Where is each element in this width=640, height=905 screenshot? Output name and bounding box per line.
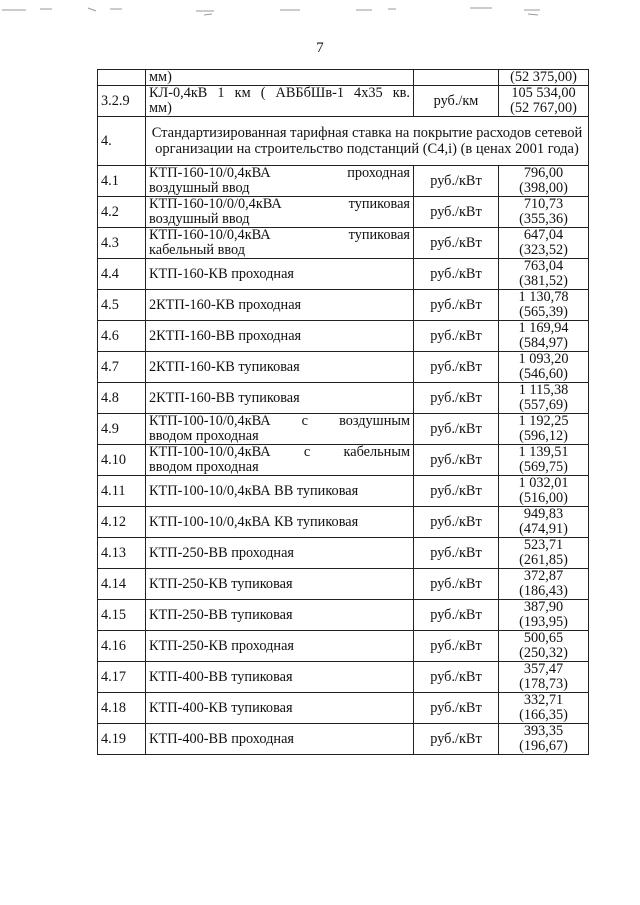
row-name-cell: КТП-400-ВВ проходная <box>146 724 414 755</box>
row-name-cell: 2КТП-160-ВВ тупиковая <box>146 383 414 414</box>
row-number-cell: 4.16 <box>98 631 146 662</box>
row-unit-cell: руб./кВт <box>414 414 499 445</box>
row-number-cell: 4.12 <box>98 507 146 538</box>
row-number-cell: 4.17 <box>98 662 146 693</box>
row-number-cell: 4.9 <box>98 414 146 445</box>
row-unit-cell <box>414 70 499 86</box>
row-number-cell: 4.14 <box>98 569 146 600</box>
row-price-cell: 949,83 (474,91) <box>499 507 589 538</box>
row-name-cell: КТП-160-10/0,4кВА проходная воздушный ввод <box>146 166 414 197</box>
table-row <box>98 724 589 755</box>
table-row-continued <box>98 70 589 86</box>
row-number-cell: 3.2.9 <box>98 86 146 117</box>
row-number-cell: 4.19 <box>98 724 146 755</box>
table-row <box>98 693 589 724</box>
row-name-cell: КТП-100-10/0,4кВА ВВ тупиковая <box>146 476 414 507</box>
row-number-cell: 4.8 <box>98 383 146 414</box>
row-number-cell: 4.3 <box>98 228 146 259</box>
row-name-cell: КТП-250-ВВ проходная <box>146 538 414 569</box>
table-row <box>98 259 589 290</box>
row-number-cell: 4.6 <box>98 321 146 352</box>
row-name-cell: 2КТП-160-КВ проходная <box>146 290 414 321</box>
row-unit-cell: руб./кВт <box>414 321 499 352</box>
row-number-cell: 4.1 <box>98 166 146 197</box>
row-price-cell: 710,73 (355,36) <box>499 197 589 228</box>
row-unit-cell: руб./кВт <box>414 693 499 724</box>
row-price-cell: 372,87 (186,43) <box>499 569 589 600</box>
row-unit-cell: руб./кВт <box>414 228 499 259</box>
row-name-cell: КТП-400-КВ тупиковая <box>146 693 414 724</box>
row-price-cell: 1 130,78 (565,39) <box>499 290 589 321</box>
table-row <box>98 197 589 228</box>
row-name-cell: КТП-400-ВВ тупиковая <box>146 662 414 693</box>
row-price-cell: 500,65 (250,32) <box>499 631 589 662</box>
page-number: 7 <box>316 40 324 56</box>
row-unit-cell: руб./кВт <box>414 569 499 600</box>
row-name-cell: КТП-250-КВ проходная <box>146 631 414 662</box>
row-number-cell <box>98 70 146 86</box>
scan-artifacts <box>0 4 640 20</box>
row-unit-cell: руб./кВт <box>414 166 499 197</box>
row-unit-cell: руб./кВт <box>414 352 499 383</box>
row-unit-cell: руб./кВт <box>414 662 499 693</box>
row-unit-cell: руб./кВт <box>414 600 499 631</box>
table-row <box>98 383 589 414</box>
row-unit-cell: руб./кВт <box>414 507 499 538</box>
row-price-cell: 1 115,38 (557,69) <box>499 383 589 414</box>
row-name-cell: КТП-250-КВ тупиковая <box>146 569 414 600</box>
table-row <box>98 228 589 259</box>
row-unit-cell: руб./кВт <box>414 197 499 228</box>
table-row <box>98 445 589 476</box>
row-price-cell: 105 534,00 (52 767,00) <box>499 86 589 117</box>
table-row <box>98 600 589 631</box>
row-price-cell: 332,71 (166,35) <box>499 693 589 724</box>
row-number-cell: 4.4 <box>98 259 146 290</box>
row-name-cell: КТП-160-10/0,4кВА тупиковая кабельный ввод <box>146 228 414 259</box>
table-row <box>98 662 589 693</box>
row-number-cell: 4.2 <box>98 197 146 228</box>
table-row <box>98 631 589 662</box>
row-price-cell: 647,04 (323,52) <box>499 228 589 259</box>
table-row <box>98 321 589 352</box>
row-name-cell: КТП-100-10/0,4кВА с кабельным вводом проходная <box>146 445 414 476</box>
row-unit-cell: руб./кВт <box>414 290 499 321</box>
row-unit-cell: руб./кВт <box>414 631 499 662</box>
row-unit-cell: руб./кВт <box>414 383 499 414</box>
table-section-header <box>98 117 589 166</box>
row-price-cell: (52 375,00) <box>499 70 589 86</box>
row-unit-cell: руб./кВт <box>414 259 499 290</box>
row-number-cell: 4.11 <box>98 476 146 507</box>
row-unit-cell: руб./кВт <box>414 538 499 569</box>
row-number-cell: 4.5 <box>98 290 146 321</box>
row-price-cell: 796,00 (398,00) <box>499 166 589 197</box>
row-unit-cell: руб./км <box>414 86 499 117</box>
row-number-cell: 4.15 <box>98 600 146 631</box>
table-row-3-2-9 <box>98 86 589 117</box>
row-name-cell: КТП-160-10/0/0,4кВА тупиковая воздушный ввод <box>146 197 414 228</box>
row-number-cell: 4.13 <box>98 538 146 569</box>
table-row <box>98 538 589 569</box>
section-number-cell: 4. <box>98 117 146 166</box>
row-name-cell: 2КТП-160-КВ тупиковая <box>146 352 414 383</box>
row-name-cell: 2КТП-160-ВВ проходная <box>146 321 414 352</box>
row-number-cell: 4.10 <box>98 445 146 476</box>
row-price-cell: 1 192,25 (596,12) <box>499 414 589 445</box>
table-row <box>98 290 589 321</box>
row-price-cell: 1 032,01 (516,00) <box>499 476 589 507</box>
row-unit-cell: руб./кВт <box>414 724 499 755</box>
row-name-cell: КТП-160-КВ проходная <box>146 259 414 290</box>
table-row <box>98 166 589 197</box>
row-price-cell: 763,04 (381,52) <box>499 259 589 290</box>
row-name-cell: КЛ-0,4кВ 1 км ( АВБбШв-1 4х35 кв. мм) <box>146 86 414 117</box>
table-row <box>98 476 589 507</box>
row-number-cell: 4.18 <box>98 693 146 724</box>
table-row <box>98 352 589 383</box>
row-price-cell: 387,90 (193,95) <box>499 600 589 631</box>
row-name-cell: КТП-250-ВВ тупиковая <box>146 600 414 631</box>
row-price-cell: 1 093,20 (546,60) <box>499 352 589 383</box>
row-name-cell: КТП-100-10/0,4кВА с воздушным вводом проходная <box>146 414 414 445</box>
table-row <box>98 414 589 445</box>
row-unit-cell: руб./кВт <box>414 445 499 476</box>
row-unit-cell: руб./кВт <box>414 476 499 507</box>
row-price-cell: 523,71 (261,85) <box>499 538 589 569</box>
row-price-cell: 1 139,51 (569,75) <box>499 445 589 476</box>
table-row <box>98 507 589 538</box>
row-price-cell: 357,47 (178,73) <box>499 662 589 693</box>
row-name-cell: мм) <box>146 70 414 86</box>
row-price-cell: 1 169,94 (584,97) <box>499 321 589 352</box>
row-number-cell: 4.7 <box>98 352 146 383</box>
tariff-table <box>97 69 589 755</box>
row-name-cell: КТП-100-10/0,4кВА КВ тупиковая <box>146 507 414 538</box>
table-row <box>98 569 589 600</box>
section-title: Стандартизированная тарифная ставка на покрытие расходов сетевой организации на строительство подстанций (С4,i) (в ценах 2001 года) <box>146 117 589 166</box>
row-price-cell: 393,35 (196,67) <box>499 724 589 755</box>
